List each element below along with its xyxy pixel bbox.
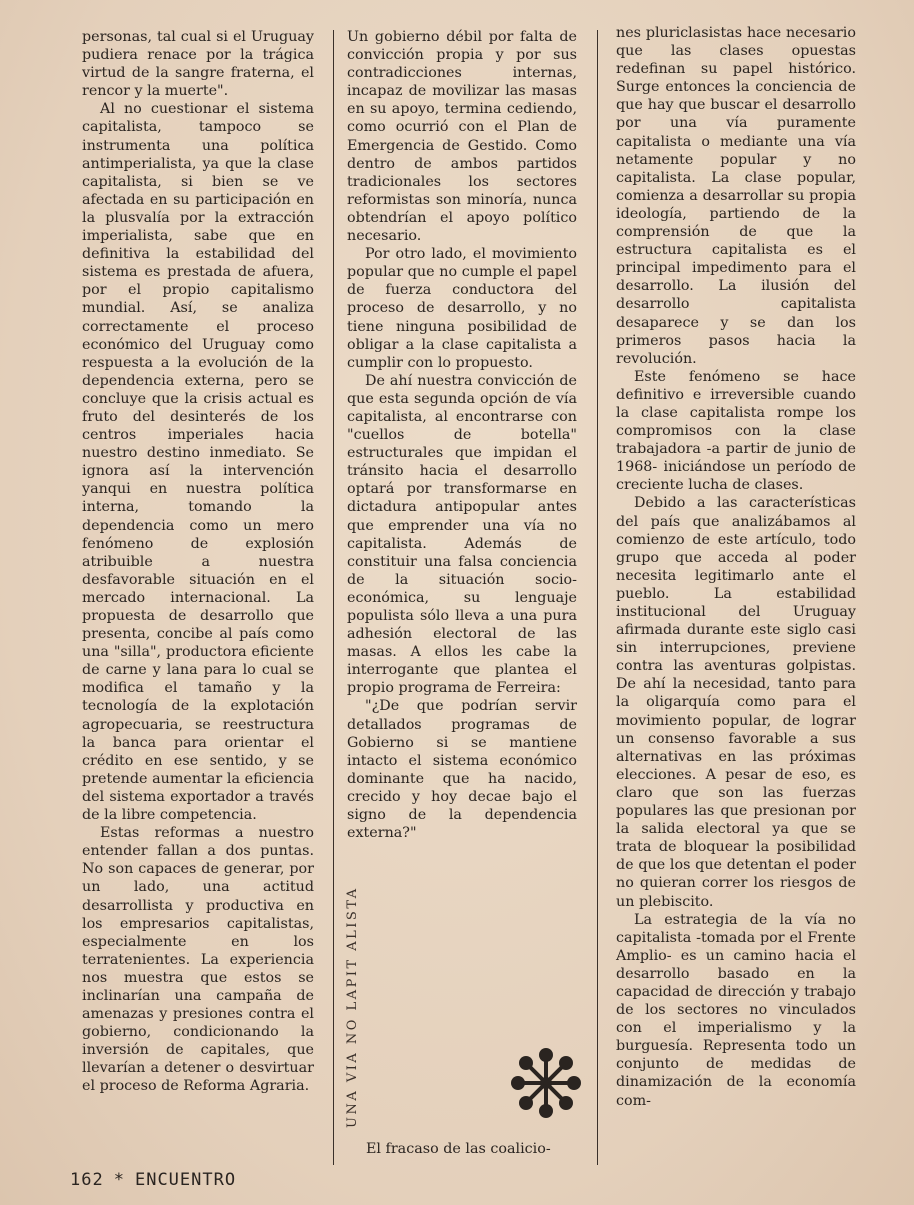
paragraph: Este fenómeno se hace definitivo e irreversible cuando la clase capitalista rompe los compromisos con la clase trabajadora -a partir de junio de 1968- iniciándose un período de creciente lucha de clases. [616, 368, 856, 494]
star-icon: * [113, 1170, 125, 1190]
paragraph: nes pluriclasistas hace necesario que las clases opuestas redefinan su papel histórico. Surge entonces la conciencia de que hay que buscar el desarrollo por una vía puramente capitalista o mediante una vía netamente popular y no capitalista. La clase popular, comienza a desarrollar su propia ideología, partiendo de la comprensión de que la estructura capitalista es el principal impedimento para el desarrollo. La ilusión del desarrollo capitalista desaparece y se dan los primeros pasos hacia la revolución. [616, 25, 856, 367]
paragraph: Estas reformas a nuestro entender fallan a dos puntas. No son capaces de generar, por un lado, una actitud desarrollista y productiva en los empresarios capitalistas, especialmente en los terratenientes. La experiencia nos muestra que estos se inclinarían una campaña de amenazas y presiones contra el gobierno, condicionando la inversión de capitales, que llevarían a detener o desvirtuar el proceso de Reforma Agraria. [82, 825, 314, 1095]
flower-ornament-icon [508, 1045, 584, 1121]
column-2 [347, 28, 577, 842]
magazine-name: ENCUENTRO [134, 1170, 237, 1190]
vertical-section-title: UNA VIA NO LAPIT ALISTA [345, 886, 360, 1128]
paragraph-start: El fracaso de las coalicio- [366, 1141, 551, 1157]
paragraph: Debido a las características del país que analizábamos al comienzo de este artículo, todo grupo que acceda al poder necesita legitimarlo ante el pueblo. La estabilidad institucional del Uruguay afirmada durante este siglo casi sin interrupciones, previene contra las aventuras golpistas. De ahí la necesidad, tanto para la oligarquía como para el movimiento popular, de lograr un consenso favorable a sus alternativas en las próximas elecciones. A pesar de eso, es claro que son las fuerzas populares las que presionan por la salida electoral ya que se trata de bloquear la posibilidad de que los que detentan el poder no quieran correr los riesgos de un plebiscito. [616, 495, 856, 910]
column-3 [616, 24, 856, 1110]
paragraph: personas, tal cual si el Uruguay pudiera renace por la trágica virtud de la sangre fraterna, el rencor y la muerte". [82, 29, 314, 100]
column-1 [82, 28, 314, 1096]
page-footer [70, 1170, 246, 1190]
page-number: 162 [70, 1170, 104, 1190]
paragraph: Al no cuestionar el sistema capitalista, tampoco se instrumenta una política antimperialista, ya que la clase capitalista, si bien se ve afectada en su participación en la plusvalía por la extracción imperialista, sabe que en definitiva la estabilidad del sistema es prestada de afuera, por el propio capitalismo mundial. Así, se analiza correctamente el proceso económico del Uruguay como respuesta a la evolución de la dependencia externa, pero se concluye que la crisis actual es fruto del desinterés de los centros imperiales hacia nuestro destino inmediato. Se ignora así la intervención yanqui en nuestra política interna, tomando la dependencia como un mero fenómeno de explosión atribuible a nuestra desfavorable situación en el mercado internacional. La propuesta de desarrollo que presenta, concibe al país como una "silla", productora eficiente de carne y lana para lo cual se modifica el tamaño y la tecnología de la explotación agropecuaria, se reestructura la banca para orientar el crédito en ese sentido, y se pretende aumentar la eficiencia del sistema exportador a través de la libre competencia. [82, 101, 314, 824]
paragraph: La estrategia de la vía no capitalista -tomada por el Frente Amplio- es un camino hacia el desarrollo basado en la capacidad de dirección y trabajo de los sectores no vinculados con el imperialismo y la burguesía. Representa todo un conjunto de medidas de dinamización de la economía com- [616, 911, 856, 1109]
column-divider [333, 30, 334, 1165]
quote-paragraph: "¿De que podrían servir detallados programas de Gobierno si se mantiene intacto el sistema económico dominante que ha nacido, crecido y hoy decae bajo el signo de la dependencia externa?" [347, 698, 577, 842]
paragraph: Por otro lado, el movimiento popular que no cumple el papel de fuerza conductora del proceso de desarrollo, y no tiene ninguna posibilidad de obligar a la clase capitalista a cumplir con lo propuesto. [347, 246, 577, 371]
paragraph: Un gobierno débil por falta de convicción propia y por sus contradicciones internas, incapaz de movilizar las masas en su apoyo, termina cediendo, como ocurrió con el Plan de Emergencia de Gestido. Como dentro de ambos partidos tradicionales los sectores reformistas son minoría, nunca obtendrían el apoyo político necesario. [347, 29, 577, 245]
paragraph: De ahí nuestra convicción de que esta segunda opción de vía capitalista, al encontrarse con "cuellos de botella" estructurales que impidan el tránsito hacia el desarrollo optará por transformarse en dictadura antipopular antes que emprender una vía no capitalista. Además de constituir una falsa conciencia de la situación socio-económica, su lenguaje populista sólo lleva a una pura adhesión electoral de las masas. A ellos les cabe la interrogante que plantea el propio programa de Ferreira: [347, 372, 577, 697]
column-divider [597, 30, 598, 1165]
